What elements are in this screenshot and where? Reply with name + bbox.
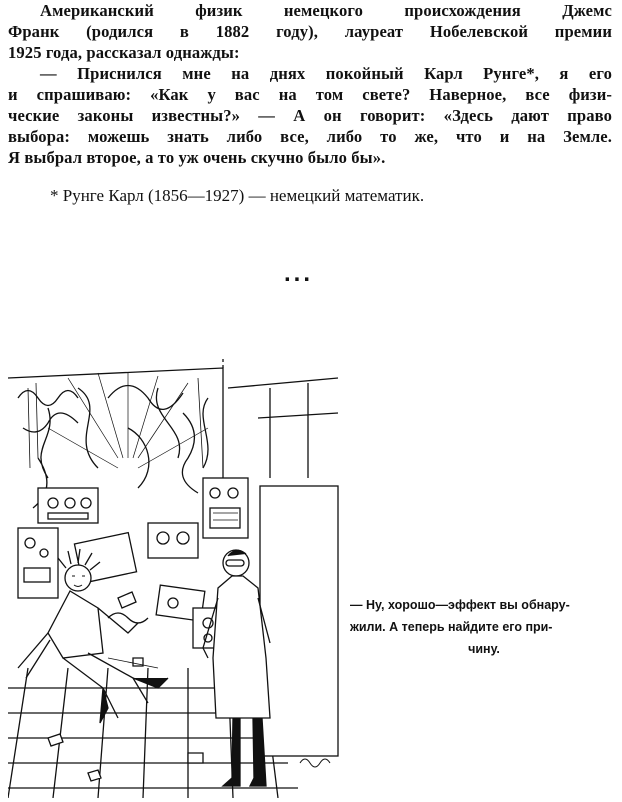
caption-line: жили. А теперь найдите его при- — [350, 620, 553, 634]
text-line: Я выбрал второе, а то уж очень скучно было бы». — [8, 148, 386, 167]
anecdote-intro — [8, 0, 612, 63]
text-line: — Приснился мне на днях покойный Карл Рунге*, я его — [40, 64, 612, 83]
caption-line: — Ну, хорошо—эффект вы обнару- — [350, 598, 570, 612]
cartoon-illustration — [8, 358, 340, 798]
footnote: * Рунге Карл (1856—1927) — немецкий математик. — [50, 186, 425, 205]
text-line: Американский физик немецкого происхождения Джемс — [40, 1, 612, 20]
caption-line: чину. — [468, 642, 500, 656]
text-line: Франк (родился в 1882 году), лауреат Нобелевской премии — [8, 22, 612, 41]
text-line: 1925 года, рассказал однажды: — [8, 43, 240, 62]
section-separator: ... — [284, 260, 314, 287]
text-line: ческие законы известны?» — А он говорит: «Здесь дают право — [8, 106, 612, 125]
text-line: и спрашиваю: «Как у вас на том свете? Наверное, все физи- — [8, 85, 612, 104]
anecdote-story — [8, 63, 612, 168]
cartoon-caption — [350, 594, 618, 660]
text-line: выбора: можешь знать либо все, либо то же, что и на Земле. — [8, 127, 612, 146]
